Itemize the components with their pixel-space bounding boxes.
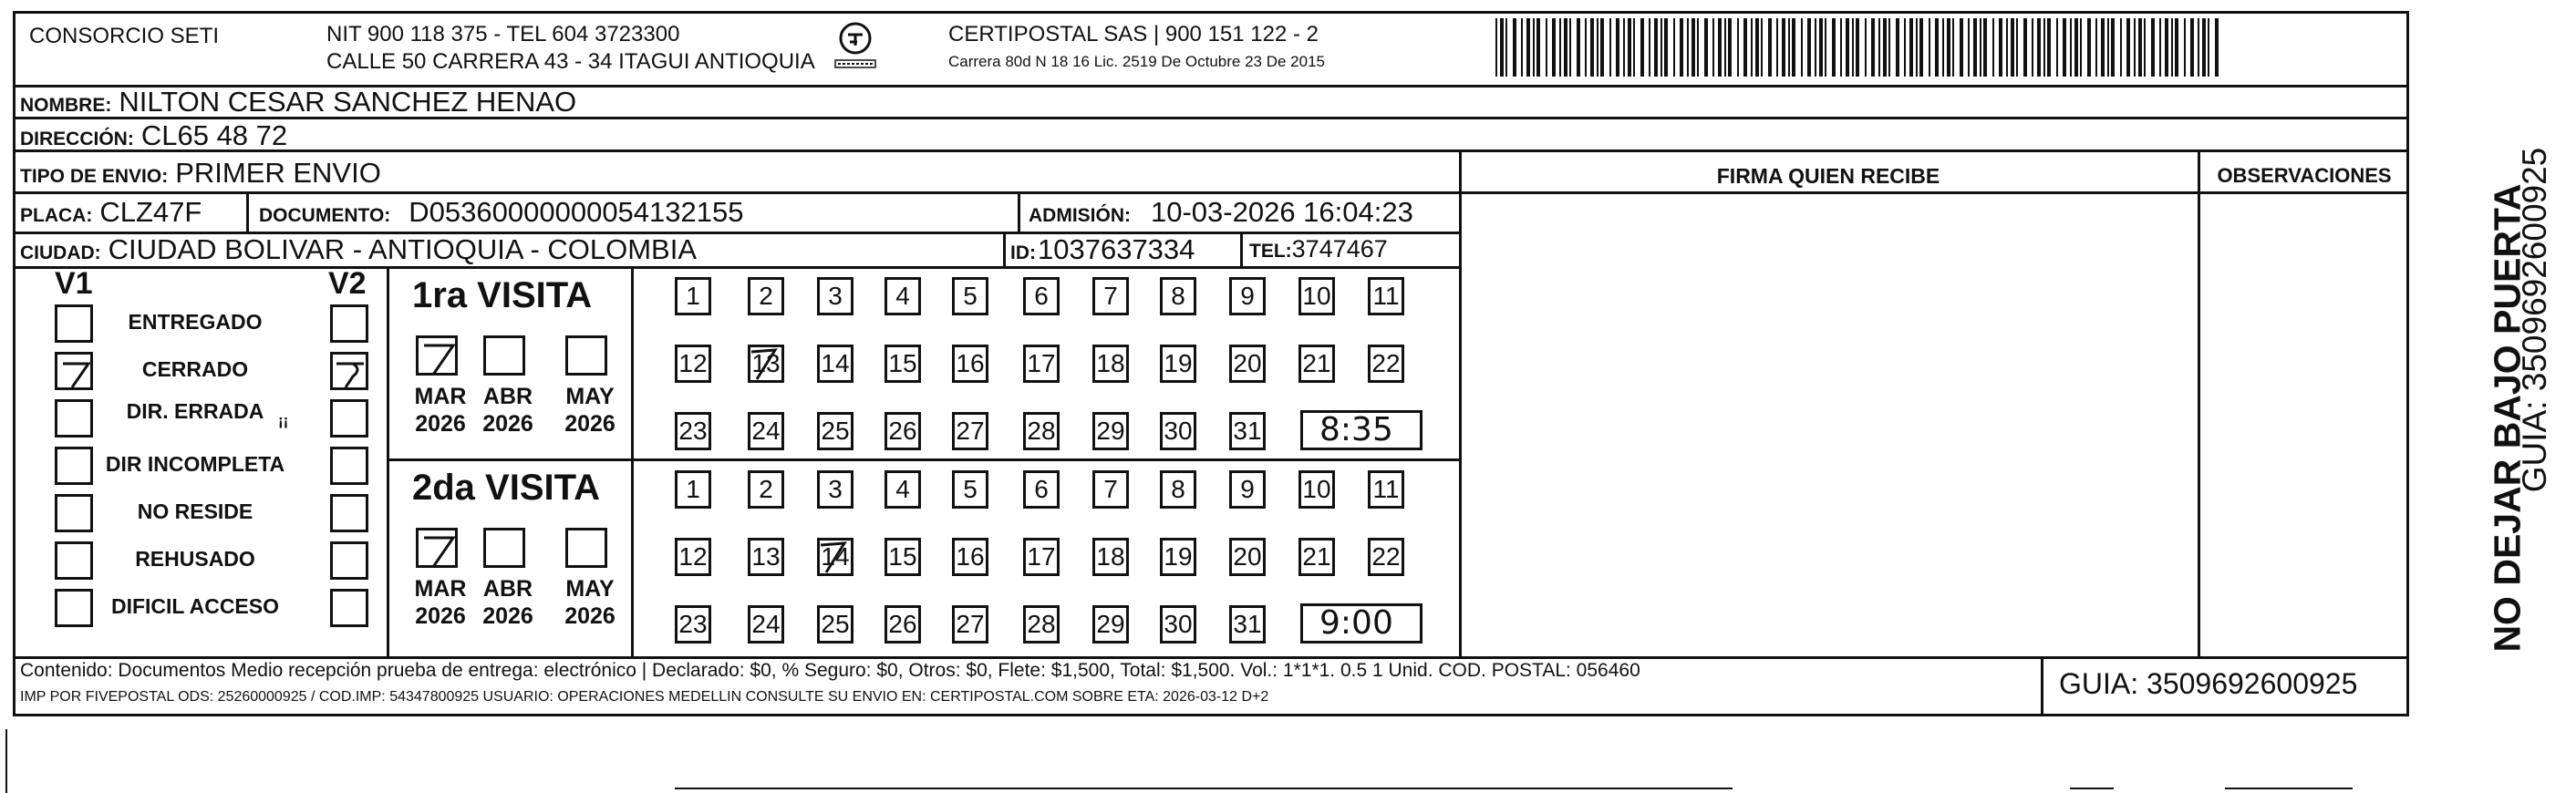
rule [631, 266, 634, 656]
rule [387, 266, 389, 656]
rule [1018, 193, 1020, 232]
contenido-line: Contenido: Documentos Medio recepción prueba de entrega: electrónico | Declarado: $0, % Seguro: $0, Otros: $0, Flete: $1,500, Total: $1,500. Vol.: 1*1*1. 0.5 1 Unid. COD. POSTAL: 056460 [20, 660, 1640, 681]
direccion-row [20, 119, 287, 152]
barcode-bar [2215, 18, 2219, 77]
barcode-bar [1761, 18, 1763, 77]
barcode-bar [1505, 18, 1507, 77]
status-label: CERRADO [141, 357, 249, 381]
day-box[interactable]: 20 [1229, 538, 1266, 576]
day-box[interactable]: 1 [675, 277, 711, 315]
day-box[interactable]: 24 [748, 412, 784, 450]
barcode-bar [2190, 18, 2194, 77]
month-label [476, 575, 540, 630]
barcode-bar [1807, 18, 1811, 77]
day-box[interactable]: 2 [748, 277, 784, 315]
v2-label: V2 [328, 266, 367, 301]
placa-value: CLZ47F [99, 196, 202, 228]
day-box[interactable]: 5 [952, 277, 988, 315]
barcode-bar [1697, 18, 1699, 77]
month-label [558, 575, 622, 630]
barcode-bar [1616, 18, 1619, 77]
status-label: ENTREGADO [128, 310, 263, 334]
day-box[interactable]: 2 [748, 470, 784, 509]
day-box[interactable]: 10 [1298, 470, 1335, 509]
v2-checkbox[interactable] [330, 352, 368, 390]
barcode-bar [2056, 18, 2058, 77]
month-name: MAY [565, 576, 615, 602]
barcode-bar [1968, 18, 1970, 77]
status-suffix: ¡¡ [278, 412, 289, 429]
rule [13, 191, 2409, 194]
ciudad-value: CIUDAD BOLIVAR - ANTIOQUIA - COLOMBIA [108, 233, 698, 265]
barcode-bar [1960, 18, 1963, 77]
barcode-bar [1569, 18, 1571, 77]
rule [1240, 233, 1243, 266]
v1-checkbox[interactable] [55, 399, 93, 438]
month-year: 2026 [415, 411, 466, 437]
day-box[interactable]: 18 [1092, 538, 1129, 576]
day-box[interactable]: 31 [1229, 605, 1266, 644]
side-guia: GUIA: 3509692600925 [2516, 147, 2553, 493]
day-box[interactable]: 24 [748, 605, 784, 644]
imp-line: IMP POR FIVEPOSTAL ODS: 25260000925 / COD.IMP: 54347800925 USUARIO: OPERACIONES MEDELLIN CONSULTE SU ENVIO EN: CERTIPOSTAL.COM SOBRE ETA: 2026-03-12 D+2 [20, 689, 1269, 705]
barcode-bar [1600, 18, 1604, 77]
barcode-bar [2111, 18, 2115, 77]
month-checkbox[interactable] [565, 335, 607, 376]
barcode-bar [1952, 18, 1954, 77]
barcode-bar [1559, 18, 1561, 77]
day-box[interactable]: 16 [952, 345, 988, 383]
day-box[interactable]: 25 [817, 605, 853, 644]
barcode-bar [1782, 18, 1785, 77]
barcode-bar [1819, 18, 1823, 77]
rule [2198, 149, 2200, 656]
barcode-bar [2043, 18, 2045, 77]
barcode-bar [1680, 18, 1683, 77]
id-row [1010, 233, 1195, 266]
barcode-bar [1552, 18, 1556, 77]
firma-label: FIRMA QUIEN RECIBE [1716, 164, 1940, 188]
barcode-bar [1919, 18, 1923, 77]
day-box[interactable]: 8 [1160, 470, 1196, 509]
nombre-value: NILTON CESAR SANCHEZ HENAO [119, 86, 577, 118]
documento-label: DOCUMENTO: [259, 205, 391, 226]
rule [13, 656, 2409, 659]
month-checkbox[interactable] [483, 335, 525, 376]
day-box[interactable]: 15 [885, 345, 921, 383]
barcode-bar [1973, 18, 1977, 77]
day-box[interactable]: 27 [952, 412, 988, 450]
barcode-bar [1865, 18, 1867, 77]
month-label [409, 575, 472, 630]
barcode-bar [2070, 18, 2072, 77]
nombre-row [20, 86, 576, 118]
barcode-bar [2175, 18, 2178, 77]
certipostal-logo [830, 18, 881, 73]
tel-value: 3747467 [1291, 235, 1388, 263]
barcode-bar [2063, 18, 2066, 77]
barcode-bar [2080, 18, 2082, 77]
barcode-bar [2134, 18, 2136, 77]
month-year: 2026 [482, 603, 533, 629]
month-name: ABR [482, 384, 533, 409]
barcode-bar [1983, 18, 1987, 77]
barcode-bar [1883, 18, 1887, 77]
tipo-row [20, 157, 381, 190]
day-box[interactable]: 17 [1023, 538, 1060, 576]
month-name: ABR [482, 576, 533, 602]
day-box[interactable]: 8 [1160, 277, 1196, 315]
barcode-bar [2144, 18, 2146, 77]
status-label: DIR INCOMPLETA [105, 452, 285, 476]
nombre-label: NOMBRE: [20, 95, 112, 116]
day-box[interactable]: 21 [1298, 538, 1335, 576]
barcode-bar [1536, 18, 1540, 77]
day-mark [817, 538, 853, 581]
barcode-bar [2138, 18, 2142, 77]
address-line: CALLE 50 CARRERA 43 - 34 ITAGUI ANTIOQUIA [326, 49, 815, 74]
day-box[interactable]: 22 [1368, 538, 1404, 576]
barcode-bar [1846, 18, 1849, 77]
scan-edge [2070, 788, 2114, 789]
barcode-bar [1832, 18, 1836, 77]
day-box[interactable]: 28 [1023, 412, 1060, 450]
day-box[interactable]: 26 [885, 412, 921, 450]
barcode-bar [1664, 18, 1668, 77]
barcode-bar [1896, 18, 1899, 77]
visit-title: 1ra VISITA [412, 275, 593, 315]
month-year: 2026 [482, 411, 533, 437]
barcode-bar [1992, 18, 1994, 77]
day-box[interactable]: 6 [1023, 277, 1060, 315]
day-box[interactable]: 17 [1023, 345, 1060, 383]
day-box[interactable]: 11 [1368, 277, 1404, 315]
barcode-bar [1704, 18, 1708, 77]
day-box[interactable]: 31 [1229, 412, 1266, 450]
month-year: 2026 [415, 603, 466, 629]
barcode-bar [1660, 18, 1662, 77]
scan-edge [675, 788, 1733, 789]
barcode-bar [1776, 18, 1778, 77]
direccion-value: CL65 48 72 [140, 119, 288, 151]
barcode-bar [1521, 18, 1523, 77]
side-no-dejar: NO DEJAR BAJO PUERTA [2486, 183, 2529, 653]
barcode-bar [1788, 18, 1790, 77]
barcode-bar [1533, 18, 1535, 77]
tel-label: TEL: [1249, 241, 1292, 262]
day-box[interactable]: 7 [1092, 277, 1129, 315]
barcode-bar [2047, 18, 2051, 77]
id-label: ID: [1010, 242, 1036, 263]
scan-edge [2225, 788, 2353, 789]
visit-time: 8:35 [1319, 411, 1393, 448]
month-name: MAY [565, 384, 615, 409]
barcode-bar [1801, 18, 1803, 77]
status-label: DIR. ERRADA [126, 399, 264, 423]
barcode-bar [1947, 18, 1950, 77]
barcode-bar [1673, 18, 1675, 77]
v1-checkbox[interactable] [55, 447, 93, 485]
month-checkbox[interactable] [483, 528, 525, 568]
barcode-bar [1500, 18, 1504, 77]
day-box[interactable]: 19 [1160, 538, 1196, 576]
rule [1459, 149, 1462, 656]
day-box[interactable]: 27 [952, 605, 988, 644]
tipo-value: PRIMER ENVIO [175, 157, 381, 189]
visit-time-box[interactable] [1300, 603, 1422, 644]
day-box[interactable]: 22 [1368, 345, 1404, 383]
day-box[interactable]: 28 [1023, 605, 1060, 644]
rule [13, 266, 1461, 269]
observaciones-label: OBSERVACIONES [2217, 164, 2392, 187]
day-box[interactable]: 12 [675, 538, 711, 576]
nit-line: NIT 900 118 375 - TEL 604 3723300 [326, 22, 680, 46]
day-box[interactable]: 30 [1160, 412, 1196, 450]
footer-guia: GUIA: 3509692600925 [2059, 667, 2358, 700]
rule [2198, 191, 2409, 194]
barcode-bar [2023, 18, 2027, 77]
barcode-bar [1999, 18, 2002, 77]
day-box[interactable]: 21 [1298, 345, 1335, 383]
barcode-bar [1852, 18, 1854, 77]
visit-time: 9:00 [1319, 604, 1393, 642]
day-box[interactable]: 23 [675, 605, 711, 644]
day-box[interactable]: 3 [817, 470, 853, 509]
month-year: 2026 [564, 603, 616, 629]
barcode-bar [1743, 18, 1747, 77]
ciudad-label: CIUDAD: [20, 242, 101, 263]
barcode-bar [2184, 18, 2186, 77]
day-box[interactable]: 29 [1092, 605, 1129, 644]
month-label [476, 383, 540, 438]
day-box[interactable]: 15 [885, 538, 921, 576]
v1-checkbox[interactable] [55, 304, 93, 343]
day-box[interactable]: 1 [675, 470, 711, 509]
barcode-bar [1564, 18, 1567, 77]
company-name: CONSORCIO SETI [29, 24, 220, 48]
day-box[interactable]: 14 [817, 345, 853, 383]
barcode-bar [1792, 18, 1795, 77]
admision-label: ADMISIÓN: [1029, 205, 1131, 226]
barcode [1495, 18, 2225, 77]
barcode-bar [1649, 18, 1650, 77]
documento-row [259, 196, 743, 229]
barcode-bar [2037, 18, 2041, 77]
ciudad-row [20, 233, 697, 266]
tel-row [1249, 235, 1388, 263]
day-box[interactable]: 19 [1160, 345, 1196, 383]
v2-checkbox[interactable] [330, 447, 368, 485]
barcode-bar [2006, 18, 2008, 77]
barcode-bar [2165, 18, 2168, 77]
month-label [409, 383, 472, 438]
day-box[interactable]: 13 [748, 345, 784, 383]
barcode-bar [1577, 18, 1580, 77]
day-box[interactable]: 13 [748, 538, 784, 576]
barcode-bar [2120, 18, 2122, 77]
v1-checkbox[interactable] [55, 352, 93, 390]
barcode-bar [1737, 18, 1739, 77]
v2-checkbox[interactable] [330, 399, 368, 438]
day-box[interactable]: 25 [817, 412, 853, 450]
day-box[interactable]: 4 [885, 470, 921, 509]
barcode-bar [1904, 18, 1906, 77]
day-box[interactable]: 18 [1092, 345, 1129, 383]
month-checkbox[interactable] [416, 528, 458, 568]
visit-title: 2da VISITA [412, 468, 600, 508]
barcode-bar [1878, 18, 1880, 77]
month-checkbox[interactable] [565, 528, 607, 568]
barcode-bar [2016, 18, 2018, 77]
day-box[interactable]: 30 [1160, 605, 1196, 644]
day-box[interactable]: 26 [885, 605, 921, 644]
admision-value: 10-03-2026 16:04:23 [1151, 196, 1413, 228]
v2-checkbox[interactable] [330, 304, 368, 343]
barcode-bar [1909, 18, 1913, 77]
barcode-bar [1633, 18, 1635, 77]
day-box[interactable]: 20 [1229, 345, 1266, 383]
documento-value: D05360000000054132155 [409, 196, 744, 228]
barcode-bar [2171, 18, 2173, 77]
v1-checkbox[interactable] [55, 494, 93, 532]
certipostal-address: Carrera 80d N 18 16 Lic. 2519 De Octubre 23 De 2015 [948, 53, 1325, 70]
month-year: 2026 [564, 411, 616, 437]
barcode-bar [1495, 18, 1497, 77]
barcode-bar [1768, 18, 1772, 77]
barcode-bar [2087, 18, 2091, 77]
status-label: NO RESIDE [137, 499, 253, 523]
barcode-bar [1916, 18, 1918, 77]
placa-label: PLACA: [20, 205, 93, 226]
day-box[interactable]: 3 [817, 277, 853, 315]
barcode-bar [2011, 18, 2014, 77]
month-checkbox[interactable] [416, 335, 458, 376]
barcode-bar [1728, 18, 1732, 77]
barcode-bar [1513, 18, 1516, 77]
barcode-bar [1640, 18, 1644, 77]
barcode-bar [1654, 18, 1658, 77]
barcode-bar [1840, 18, 1842, 77]
barcode-bar [1942, 18, 1944, 77]
v2-checkbox[interactable] [330, 589, 368, 627]
admision-row [1029, 196, 1413, 229]
month-name: MAR [414, 384, 467, 409]
day-mark [748, 345, 784, 387]
barcode-bar [1623, 18, 1625, 77]
v2-checkbox[interactable] [330, 541, 368, 580]
day-box[interactable]: 23 [675, 412, 711, 450]
barcode-bar [2202, 18, 2206, 77]
status-label: REHUSADO [135, 547, 255, 571]
barcode-bar [1751, 18, 1753, 77]
day-box[interactable]: 7 [1092, 470, 1129, 509]
month-label [558, 383, 622, 438]
status-label: DIFICIL ACCESO [110, 594, 279, 618]
placa-row [20, 196, 202, 229]
barcode-bar [1585, 18, 1587, 77]
day-box[interactable]: 11 [1368, 470, 1404, 509]
barcode-bar [1815, 18, 1816, 77]
barcode-bar [1888, 18, 1890, 77]
barcode-bar [1546, 18, 1547, 77]
rule [13, 149, 2409, 152]
day-box[interactable]: 4 [885, 277, 921, 315]
barcode-bar [2032, 18, 2033, 77]
barcode-bar [2198, 18, 2199, 77]
day-box[interactable]: 16 [952, 538, 988, 576]
certipostal-name: CERTIPOSTAL SAS | 900 151 122 - 2 [948, 22, 1319, 46]
barcode-bar [2159, 18, 2161, 77]
barcode-bar [2126, 18, 2130, 77]
barcode-bar [1597, 18, 1598, 77]
tipo-label: TIPO DE ENVIO: [20, 166, 169, 187]
barcode-bar [1526, 18, 1530, 77]
day-box[interactable]: 10 [1298, 277, 1335, 315]
barcode-bar [1929, 18, 1930, 77]
barcode-bar [2101, 18, 2105, 77]
day-box[interactable]: 9 [1229, 277, 1266, 315]
scan-edge [5, 729, 7, 793]
rule [246, 193, 249, 232]
visit-time-box[interactable] [1300, 410, 1422, 450]
rule [387, 458, 1461, 461]
v1-checkbox[interactable] [55, 589, 93, 627]
day-box[interactable]: 5 [952, 470, 988, 509]
barcode-bar [1755, 18, 1759, 77]
barcode-bar [2151, 18, 2155, 77]
direccion-label: DIRECCIÓN: [20, 129, 134, 149]
v1-checkbox[interactable] [55, 541, 93, 580]
barcode-bar [1856, 18, 1859, 77]
barcode-bar [2095, 18, 2097, 77]
v2-checkbox[interactable] [330, 494, 368, 532]
v1-label: V1 [55, 266, 93, 301]
barcode-bar [1980, 18, 1981, 77]
barcode-bar [1724, 18, 1726, 77]
month-name: MAR [414, 576, 467, 602]
barcode-bar [1871, 18, 1875, 77]
id-value: 1037637334 [1038, 233, 1195, 265]
day-box[interactable]: 9 [1229, 470, 1266, 509]
rule [1003, 233, 1006, 266]
barcode-bar [1718, 18, 1722, 77]
day-box[interactable]: 29 [1092, 412, 1129, 450]
barcode-bar [1935, 18, 1939, 77]
barcode-bar [2107, 18, 2109, 77]
barcode-bar [1712, 18, 1714, 77]
barcode-bar [1687, 18, 1689, 77]
barcode-bar [1609, 18, 1611, 77]
day-box[interactable]: 6 [1023, 470, 1060, 509]
day-box[interactable]: 12 [675, 345, 711, 383]
barcode-bar [1628, 18, 1631, 77]
rule [2041, 656, 2043, 716]
barcode-bar [2074, 18, 2078, 77]
day-box[interactable]: 14 [817, 538, 853, 576]
barcode-bar [1691, 18, 1695, 77]
barcode-bar [1590, 18, 1594, 77]
barcode-bar [1825, 18, 1826, 77]
barcode-bar [2208, 18, 2209, 77]
